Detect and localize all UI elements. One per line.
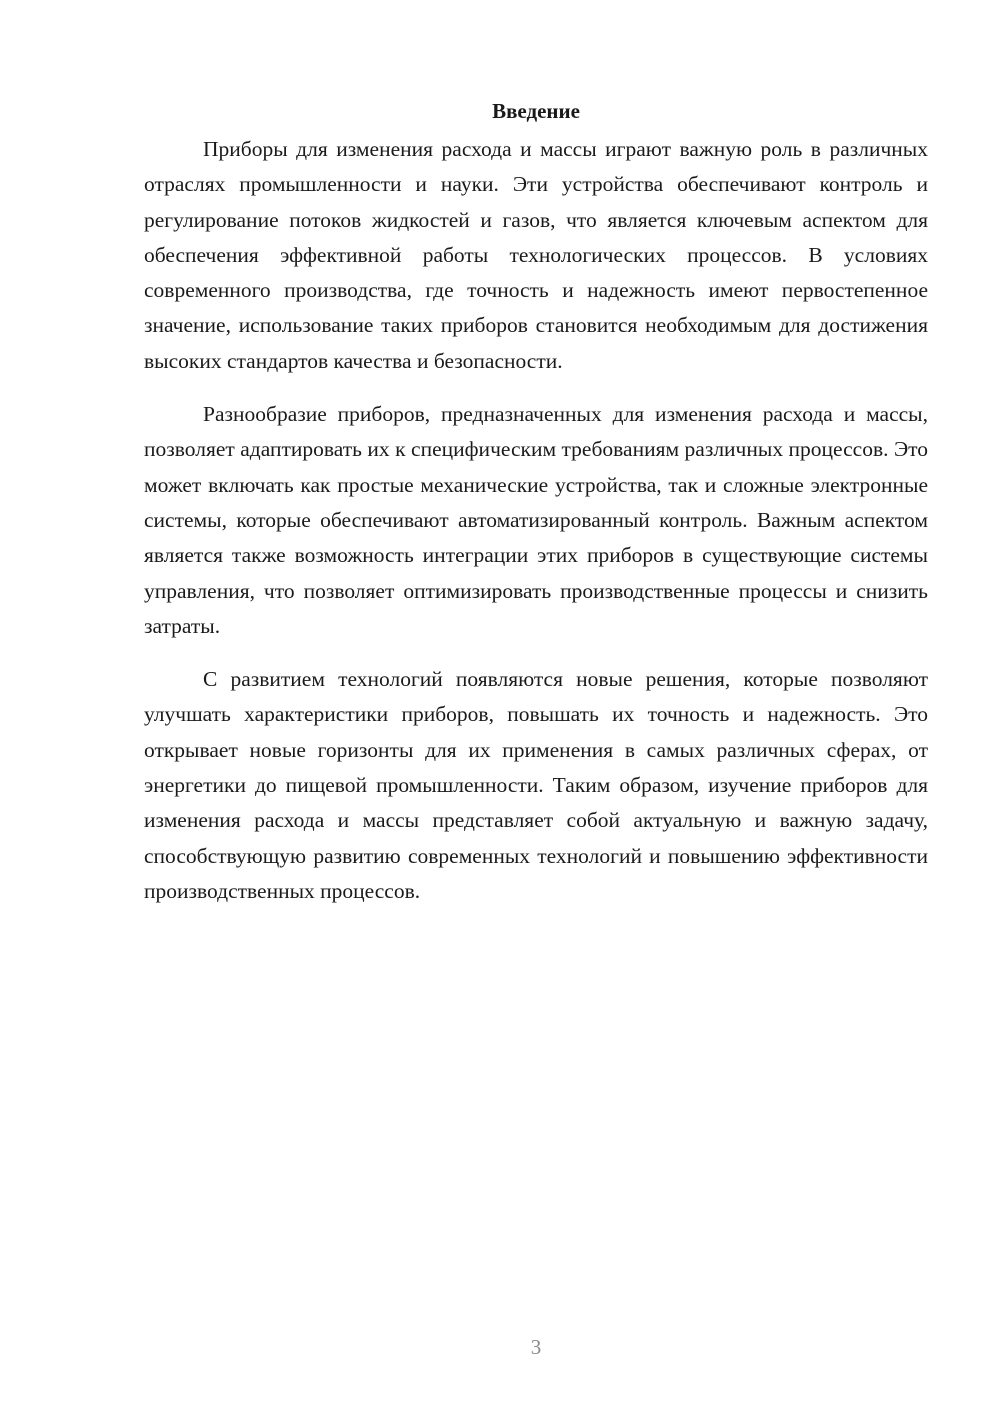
page-content <box>144 96 928 909</box>
page-number: 3 <box>530 1335 542 1359</box>
paragraph-1: Приборы для изменения расхода и массы играют важную роль в различных отраслях промышленности и науки. Эти устройства обеспечивают контроль и регулирование потоков жидкостей и газов, что является ключевым аспектом для обеспечения эффективной работы технологических процессов. В условиях современного производства, где точность и надежность имеют первостепенное значение, использование таких приборов становится необходимым для достижения высоких стандартов качества и безопасности. <box>144 137 928 373</box>
paragraph-2: Разнообразие приборов, предназначенных для изменения расхода и массы, позволяет адаптировать их к специфическим требованиям различных процессов. Это может включать как простые механические устройства, так и сложные электронные системы, которые обеспечивают автоматизированный контроль. Важным аспектом является также возможность интеграции этих приборов в существующие системы управления, что позволяет оптимизировать производственные процессы и снизить затраты. <box>144 402 928 638</box>
page-title: Введение <box>492 99 580 123</box>
paragraph-3: С развитием технологий появляются новые решения, которые позволяют улучшать характеристики приборов, повышать их точность и надежность. Это открывает новые горизонты для их применения в самых различных сферах, от энергетики до пищевой промышленности. Таким образом, изучение приборов для изменения расхода и массы представляет собой актуальную и важную задачу, способствующую развитию современных технологий и повышению эффективности производственных процессов. <box>144 667 928 903</box>
